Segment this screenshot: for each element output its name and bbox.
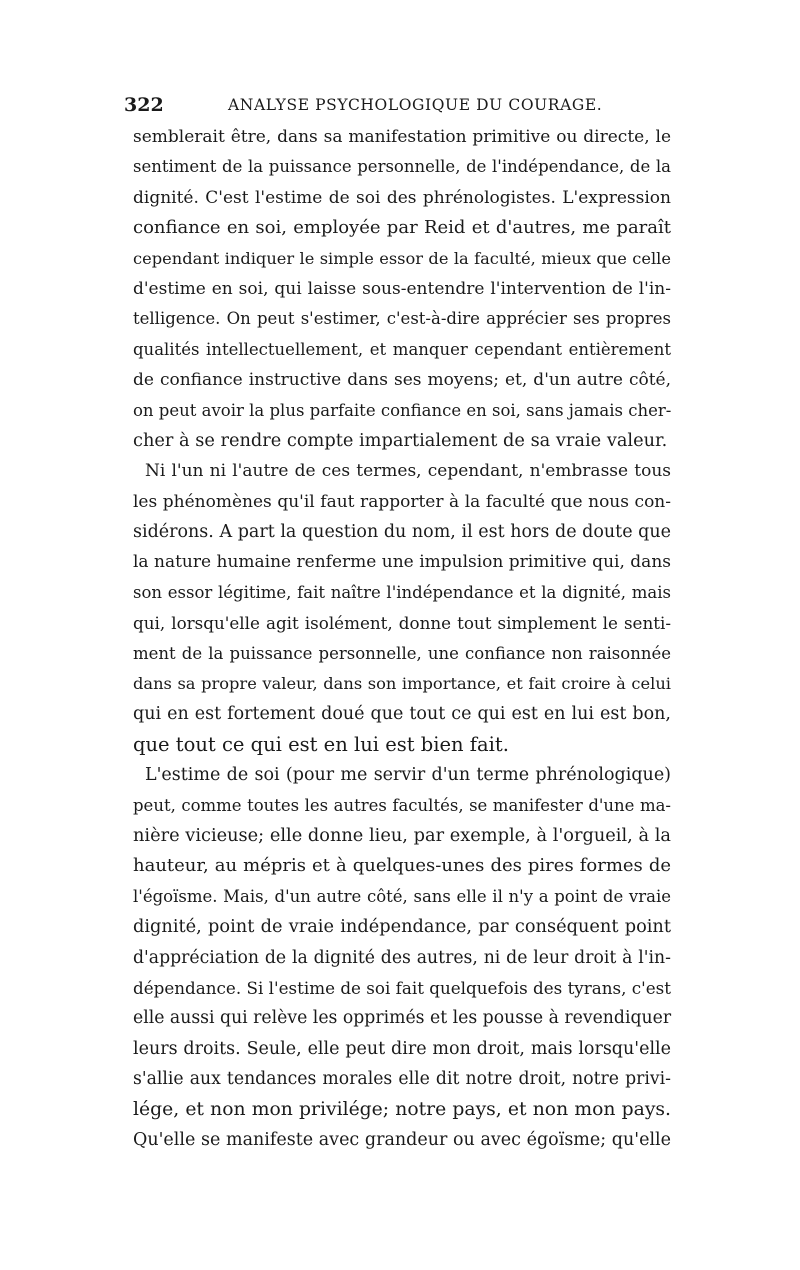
text-line: d'appréciation de la dignité des autres, ni de leur droit à l'in- xyxy=(133,947,671,968)
paragraph-first-line: Ni l'un ni l'autre de ces termes, cependant, n'embrasse tous xyxy=(145,461,671,482)
text-line: ment de la puissance personnelle, une confiance non raisonnée xyxy=(133,643,671,663)
text-line: lége, et non mon privilége; notre pays, et non mon pays. xyxy=(133,1098,671,1120)
text-line: cher à se rendre compte impartialement de sa vraie valeur. xyxy=(133,430,668,451)
text-line: peut, comme toutes les autres facultés, se manifester d'une ma- xyxy=(133,795,671,815)
text-line: de confiance instructive dans ses moyens; et, d'un autre côté, xyxy=(133,370,671,391)
text-line: on peut avoir la plus parfaite confiance en soi, sans jamais cher- xyxy=(133,400,672,420)
text-line: dignité. C'est l'estime de soi des phrénologistes. L'expression xyxy=(133,187,671,208)
text-line: que tout ce qui est en lui est bien fait. xyxy=(133,732,509,756)
text-line: dépendance. Si l'estime de soi fait quelquefois des tyrans, c'est xyxy=(133,977,672,998)
text-line: hauteur, au mépris et à quelques-unes des pires formes de xyxy=(133,855,671,877)
text-line: les phénomènes qu'il faut rapporter à la faculté que nous con- xyxy=(133,491,671,512)
text-line: l'égoïsme. Mais, d'un autre côté, sans elle il n'y a point de vraie xyxy=(133,886,671,906)
text-line: telligence. On peut s'estimer, c'est-à-dire apprécier ses propres xyxy=(133,309,671,329)
text-line: elle aussi qui relève les opprimés et les pousse à revendiquer xyxy=(133,1008,672,1029)
text-line: dignité, point de vraie indépendance, par conséquent point xyxy=(133,917,671,938)
text-line: s'allie aux tendances morales elle dit notre droit, notre privi- xyxy=(133,1069,671,1090)
book-page xyxy=(124,92,672,1155)
text-line: qui, lorsqu'elle agit isolément, donne tout simplement le senti- xyxy=(133,613,671,634)
page-header xyxy=(124,92,671,118)
page-number: 322 xyxy=(124,94,164,116)
text-line: nière vicieuse; elle donne lieu, par exemple, à l'orgueil, à la xyxy=(133,825,671,846)
body-text xyxy=(133,122,671,1155)
text-line: qualités intellectuellement, et manquer cependant entièrement xyxy=(133,339,671,359)
text-line: semblerait être, dans sa manifestation primitive ou directe, le xyxy=(133,127,671,147)
running-title: ANALYSE PSYCHOLOGIQUE DU COURAGE. xyxy=(228,96,603,114)
text-line: confiance en soi, employée par Reid et d'autres, me paraît xyxy=(133,217,671,239)
text-line: d'estime en soi, qui laisse sous-entendre l'intervention de l'in- xyxy=(133,278,671,299)
paragraph-first-line: L'estime de soi (pour me servir d'un terme phrénologique) xyxy=(145,765,671,786)
text-line: qui en est fortement doué que tout ce qui est en lui est bon, xyxy=(133,704,671,725)
text-line: sentiment de la puissance personnelle, de l'indépendance, de la xyxy=(133,157,671,177)
text-line: son essor légitime, fait naître l'indépendance et la dignité, mais xyxy=(133,582,671,602)
text-line: Qu'elle se manifeste avec grandeur ou avec égoïsme; qu'elle xyxy=(133,1129,671,1150)
text-line: dans sa propre valeur, dans son importance, et fait croire à celui xyxy=(133,674,671,694)
text-line: la nature humaine renferme une impulsion primitive qui, dans xyxy=(133,552,671,573)
text-line: cependant indiquer le simple essor de la faculté, mieux que celle xyxy=(133,248,671,268)
text-line: sidérons. A part la question du nom, il est hors de doute que xyxy=(133,522,671,543)
text-line: leurs droits. Seule, elle peut dire mon droit, mais lorsqu'elle xyxy=(133,1038,671,1059)
